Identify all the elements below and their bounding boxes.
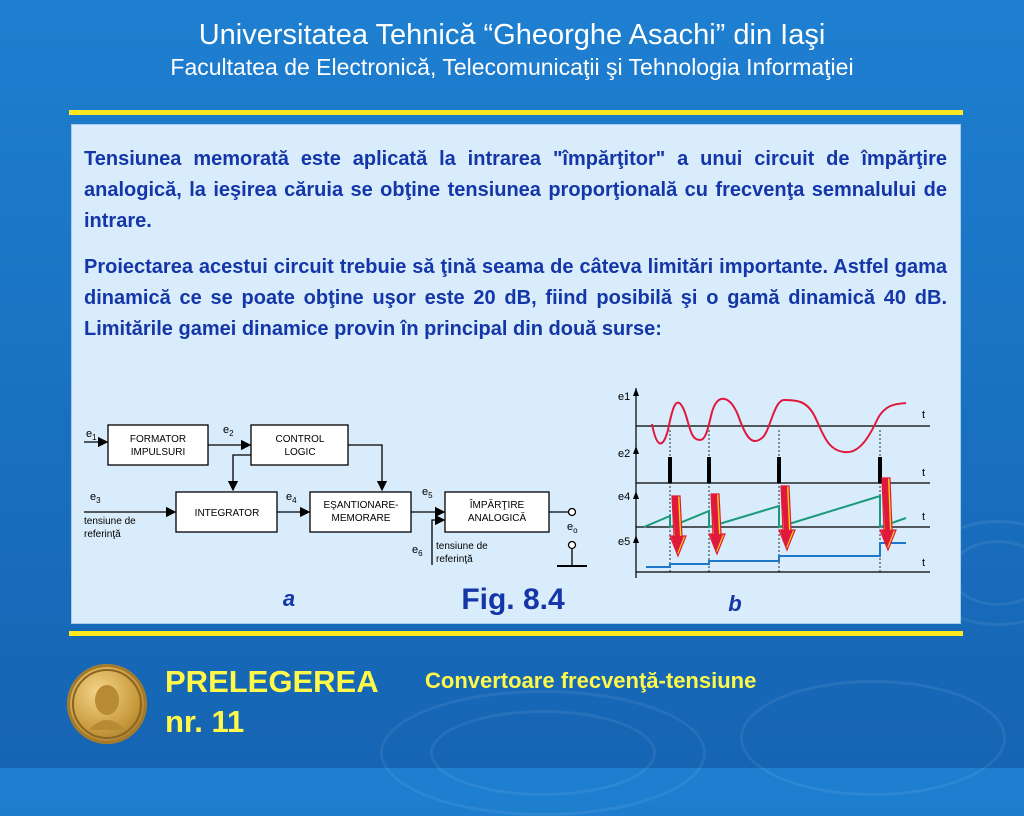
wave-e2-pulses bbox=[668, 457, 882, 483]
block-impartire-label-1: ÎMPĂRŢIRE bbox=[469, 500, 525, 511]
signal-e3: $e_3$ bbox=[90, 491, 101, 505]
block-integrator-label: INTEGRATOR bbox=[194, 508, 260, 519]
transfer-arrows bbox=[670, 478, 896, 556]
paragraph-1: Tensiunea memorată este aplicată la intrarea "împărţitor" a unui circuit de împărţire analogică, la ieşirea căruia se obţine tensiunea proporţională cu frecvenţa semnalului de intrare. bbox=[84, 148, 947, 232]
ref-left-line-1: tensiune de bbox=[84, 516, 136, 527]
block-esantionare-label-2: MEMORARE bbox=[331, 513, 391, 524]
wave-e4 bbox=[644, 496, 906, 527]
reference-labels bbox=[84, 516, 488, 565]
waveform-panel bbox=[618, 388, 930, 578]
time-label-1: t bbox=[922, 409, 926, 421]
block-formator-label-2: IMPULSURI bbox=[130, 447, 186, 458]
signal-eo: $e_o$ bbox=[567, 521, 578, 535]
ref-right-line-2: referinţă bbox=[436, 554, 473, 565]
signal-e2: $e_2$ bbox=[223, 424, 234, 438]
lecture-number: nr. 11 bbox=[165, 704, 245, 739]
ref-right-line-1: tensiune de bbox=[436, 541, 488, 552]
block-impartire bbox=[445, 492, 549, 532]
output-terminal bbox=[569, 509, 576, 516]
time-label-4: t bbox=[922, 557, 926, 569]
wave-e5 bbox=[646, 543, 906, 567]
axis-label-e2: e2 bbox=[618, 448, 631, 460]
label-a: a bbox=[282, 586, 296, 611]
figure-caption: Fig. 8.4 bbox=[461, 583, 565, 616]
block-control-label-2: LOGIC bbox=[284, 447, 316, 458]
time-label-3: t bbox=[922, 511, 926, 523]
block-formator-label-1: FORMATOR bbox=[129, 434, 187, 445]
paragraph-2: Proiectarea acestui circuit trebuie să ţină seama de câteva limitări importante. Astfel gama dinamică ce se poate obţine uşor este 20 dB, fiind posibilă şi o gamă dinamică 40 dB. Limitările gamei dinamice provin în principal din două surse: bbox=[84, 256, 947, 340]
axis-label-e4: e4 bbox=[618, 491, 631, 503]
block-esantionare bbox=[310, 492, 411, 532]
university-medal-logo bbox=[67, 664, 147, 744]
university-title: Universitatea Tehnică “Gheorghe Asachi” din Iaşi bbox=[198, 19, 826, 51]
lecture-label: PRELEGEREA bbox=[165, 664, 379, 699]
lecture-topic: Convertoare frecvenţă-tensiune bbox=[425, 668, 757, 693]
block-control-label-1: CONTROL bbox=[275, 434, 325, 445]
ref-left-line-2: referinţă bbox=[84, 529, 121, 540]
axis-label-e5: e5 bbox=[618, 536, 631, 548]
signal-e4: $e_4$ bbox=[286, 491, 297, 505]
ground-terminal bbox=[569, 542, 576, 549]
signal-e1: $e_1$ bbox=[86, 428, 97, 442]
faculty-title: Facultatea de Electronică, Telecomunicaţii şi Tehnologia Informaţiei bbox=[170, 54, 854, 80]
block-impartire-label-2: ANALOGICĂ bbox=[467, 513, 527, 524]
signal-e6: $e_6$ bbox=[412, 544, 423, 558]
label-b: b bbox=[728, 591, 742, 616]
block-esantionare-label-1: EŞANTIONARE- bbox=[323, 500, 399, 511]
block-control-logic bbox=[251, 425, 348, 465]
axis-label-e1: e1 bbox=[618, 391, 631, 403]
signal-e5: $e_5$ bbox=[422, 486, 433, 500]
block-formator bbox=[108, 425, 208, 465]
time-label-2: t bbox=[922, 467, 926, 479]
